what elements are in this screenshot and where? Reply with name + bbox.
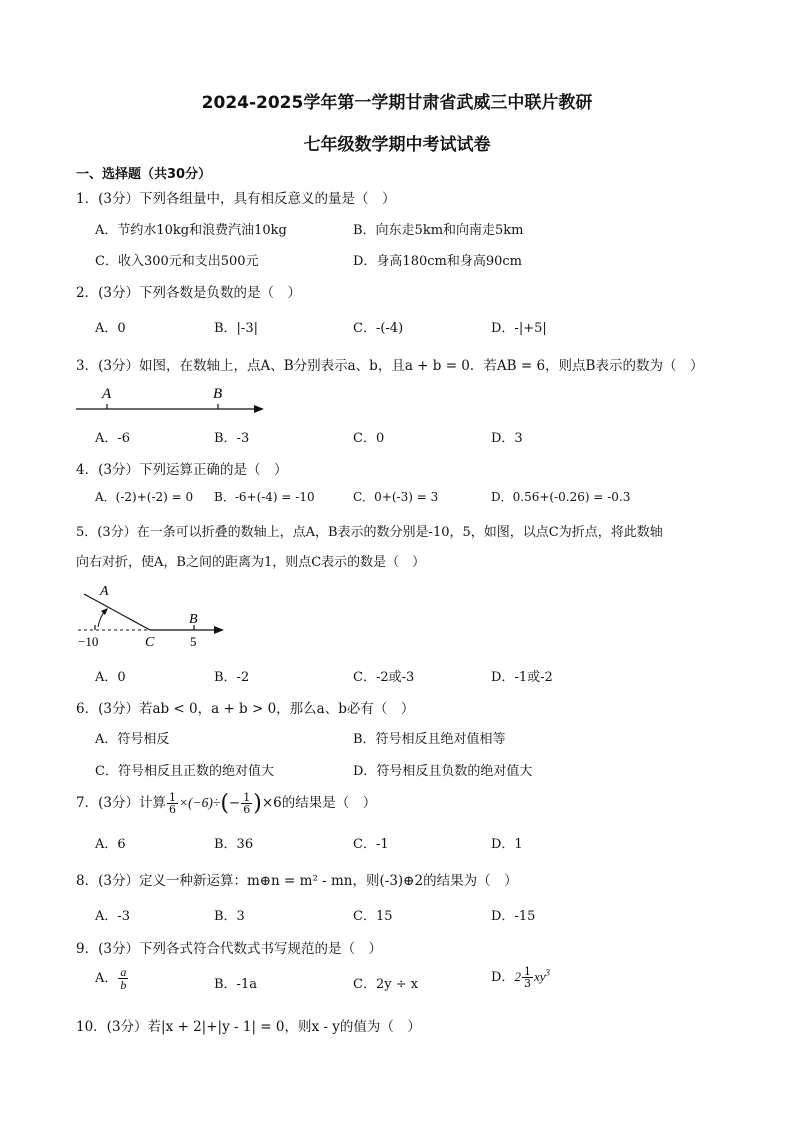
q8-option-c: C．15 bbox=[353, 909, 393, 924]
q5-label-b: B bbox=[189, 612, 198, 627]
section-heading: 一、选择题（共30分） bbox=[76, 167, 212, 182]
q5-label-c: C bbox=[145, 635, 155, 650]
q1-option-a: A．节约水10kg和浪费汽油10kg bbox=[95, 223, 287, 238]
question-9: 9．(3分）下列各式符合代数式书写规范的是（ ） bbox=[76, 941, 382, 957]
q3-option-c: C．0 bbox=[353, 431, 385, 446]
q3-stem-mid: A、B分别表示a、b，且a + b = 0．若AB = 6，则点B表示的数为（ ） bbox=[260, 358, 704, 374]
q5-fold-arrowhead bbox=[101, 608, 108, 615]
q7-option-b: B．36 bbox=[214, 837, 254, 852]
q9-option-c: C．2y ÷ x bbox=[353, 977, 419, 992]
question-5-line1: 5．(3分）在一条可以折叠的数轴上，点A，B表示的数分别是-10，5，如图，以点C为折点，将此数轴 bbox=[76, 525, 663, 540]
q9-option-b: B．-1a bbox=[214, 977, 257, 992]
q5-label-5: 5 bbox=[190, 634, 197, 649]
q9-option-d: D．2 $\frac{1}{3}$ $xy^3$ bbox=[491, 965, 550, 990]
q7-option-a: A．6 bbox=[95, 837, 126, 852]
question-2: 2．(3分）下列各数是负数的是（ ） bbox=[76, 285, 301, 301]
q3-number-line-figure bbox=[70, 380, 280, 420]
q3-label-b: B bbox=[213, 386, 223, 402]
question-3 bbox=[76, 354, 703, 374]
question-6: 6．(3分）若ab < 0，a + b > 0，那么a、b必有（ ） bbox=[76, 701, 415, 717]
question-1: 1．(3分）下列各组量中，具有相反意义的量是（ ） bbox=[76, 191, 396, 207]
q3-option-d: D．3 bbox=[491, 431, 523, 446]
q8-option-d: D．-15 bbox=[491, 909, 536, 924]
q5-label-a: A bbox=[100, 584, 109, 599]
exam-title-line1: 2024-2025学年第一学期甘肃省武威三中联片教研 bbox=[201, 93, 593, 113]
exam-title-line2: 七年级数学期中考试试卷 bbox=[303, 135, 491, 155]
q2-option-d: D．-|+5| bbox=[491, 321, 547, 336]
question-8: 8．(3分）定义一种新运算：m⊕n = m² - mn，则(-3)⊕2的结果为（ ） bbox=[76, 873, 518, 889]
q5-label-minus10: −10 bbox=[78, 634, 99, 649]
q5-option-a: A．0 bbox=[95, 670, 126, 685]
q6-option-c: C．符号相反且正数的绝对值大 bbox=[95, 764, 274, 779]
question-4: 4．(3分）下列运算正确的是（ ） bbox=[76, 462, 288, 478]
q5-axis-arrow bbox=[214, 626, 224, 634]
q2-option-a: A．0 bbox=[95, 321, 126, 336]
q3-label-a: A bbox=[102, 386, 112, 402]
q4-option-b: B．-6+(-4) = -10 bbox=[214, 490, 315, 504]
q2-option-b: B．|-3| bbox=[214, 321, 258, 336]
q7-stem-post: ×6的结果是（ ） bbox=[261, 795, 377, 811]
q5-option-d: D．-1或-2 bbox=[491, 670, 553, 685]
q4-option-a: A．(-2)+(-2) = 0 bbox=[95, 490, 194, 504]
q9-option-a: A． $\frac{a}{b}$ bbox=[95, 965, 127, 992]
q1-option-d: D．身高180cm和身高90cm bbox=[353, 254, 522, 269]
q7-option-d: D．1 bbox=[491, 837, 523, 852]
q4-option-c: C．0+(-3) = 3 bbox=[353, 490, 439, 504]
q4-option-d: D．0.56+(-0.26) = -0.3 bbox=[491, 490, 631, 504]
q6-option-d: D．符号相反且负数的绝对值大 bbox=[353, 764, 533, 779]
question-10: 10．(3分）若|x + 2|+|y - 1| = 0，则x - y的值为（ ） bbox=[76, 1019, 421, 1035]
question-5-line2: 向右对折，使A，B之间的距离为1，则点C表示的数是（ ） bbox=[76, 555, 426, 570]
q7-fraction-one-sixth: $\frac{1}{6}$ bbox=[168, 791, 176, 816]
q5-folded-segment bbox=[84, 594, 150, 630]
question-7: 7．(3分）计算 $\frac{1}{6}$ ×(−6)÷(− $\frac{1}{6}$ )×6的结果是（ ） bbox=[76, 791, 377, 816]
q8-option-a: A．-3 bbox=[95, 909, 131, 924]
q5-option-b: B．-2 bbox=[214, 670, 250, 685]
q7-option-c: C．-1 bbox=[353, 837, 389, 852]
q3-option-a: A．-6 bbox=[95, 431, 131, 446]
q3-stem-pre: 3．(3分）如图，在数轴上，点 bbox=[76, 358, 261, 374]
q7-stem-pre: 7．(3分）计算 bbox=[76, 795, 166, 811]
q1-option-b: B．向东走5km和向南走5km bbox=[353, 223, 524, 238]
q3-option-b: B．-3 bbox=[214, 431, 250, 446]
q1-option-c: C．收入300元和支出500元 bbox=[95, 254, 259, 269]
q2-option-c: C．-(-4) bbox=[353, 321, 404, 336]
q5-option-c: C．-2或-3 bbox=[353, 670, 415, 685]
q5-folded-number-line-figure bbox=[70, 578, 240, 650]
q6-option-a: A．符号相反 bbox=[95, 732, 170, 747]
q7-fraction-one-sixth-b: $\frac{1}{6}$ bbox=[243, 791, 251, 816]
q8-option-b: B．3 bbox=[214, 909, 245, 924]
q6-option-b: B．符号相反且绝对值相等 bbox=[353, 732, 506, 747]
q3-axis-arrow bbox=[254, 405, 264, 413]
